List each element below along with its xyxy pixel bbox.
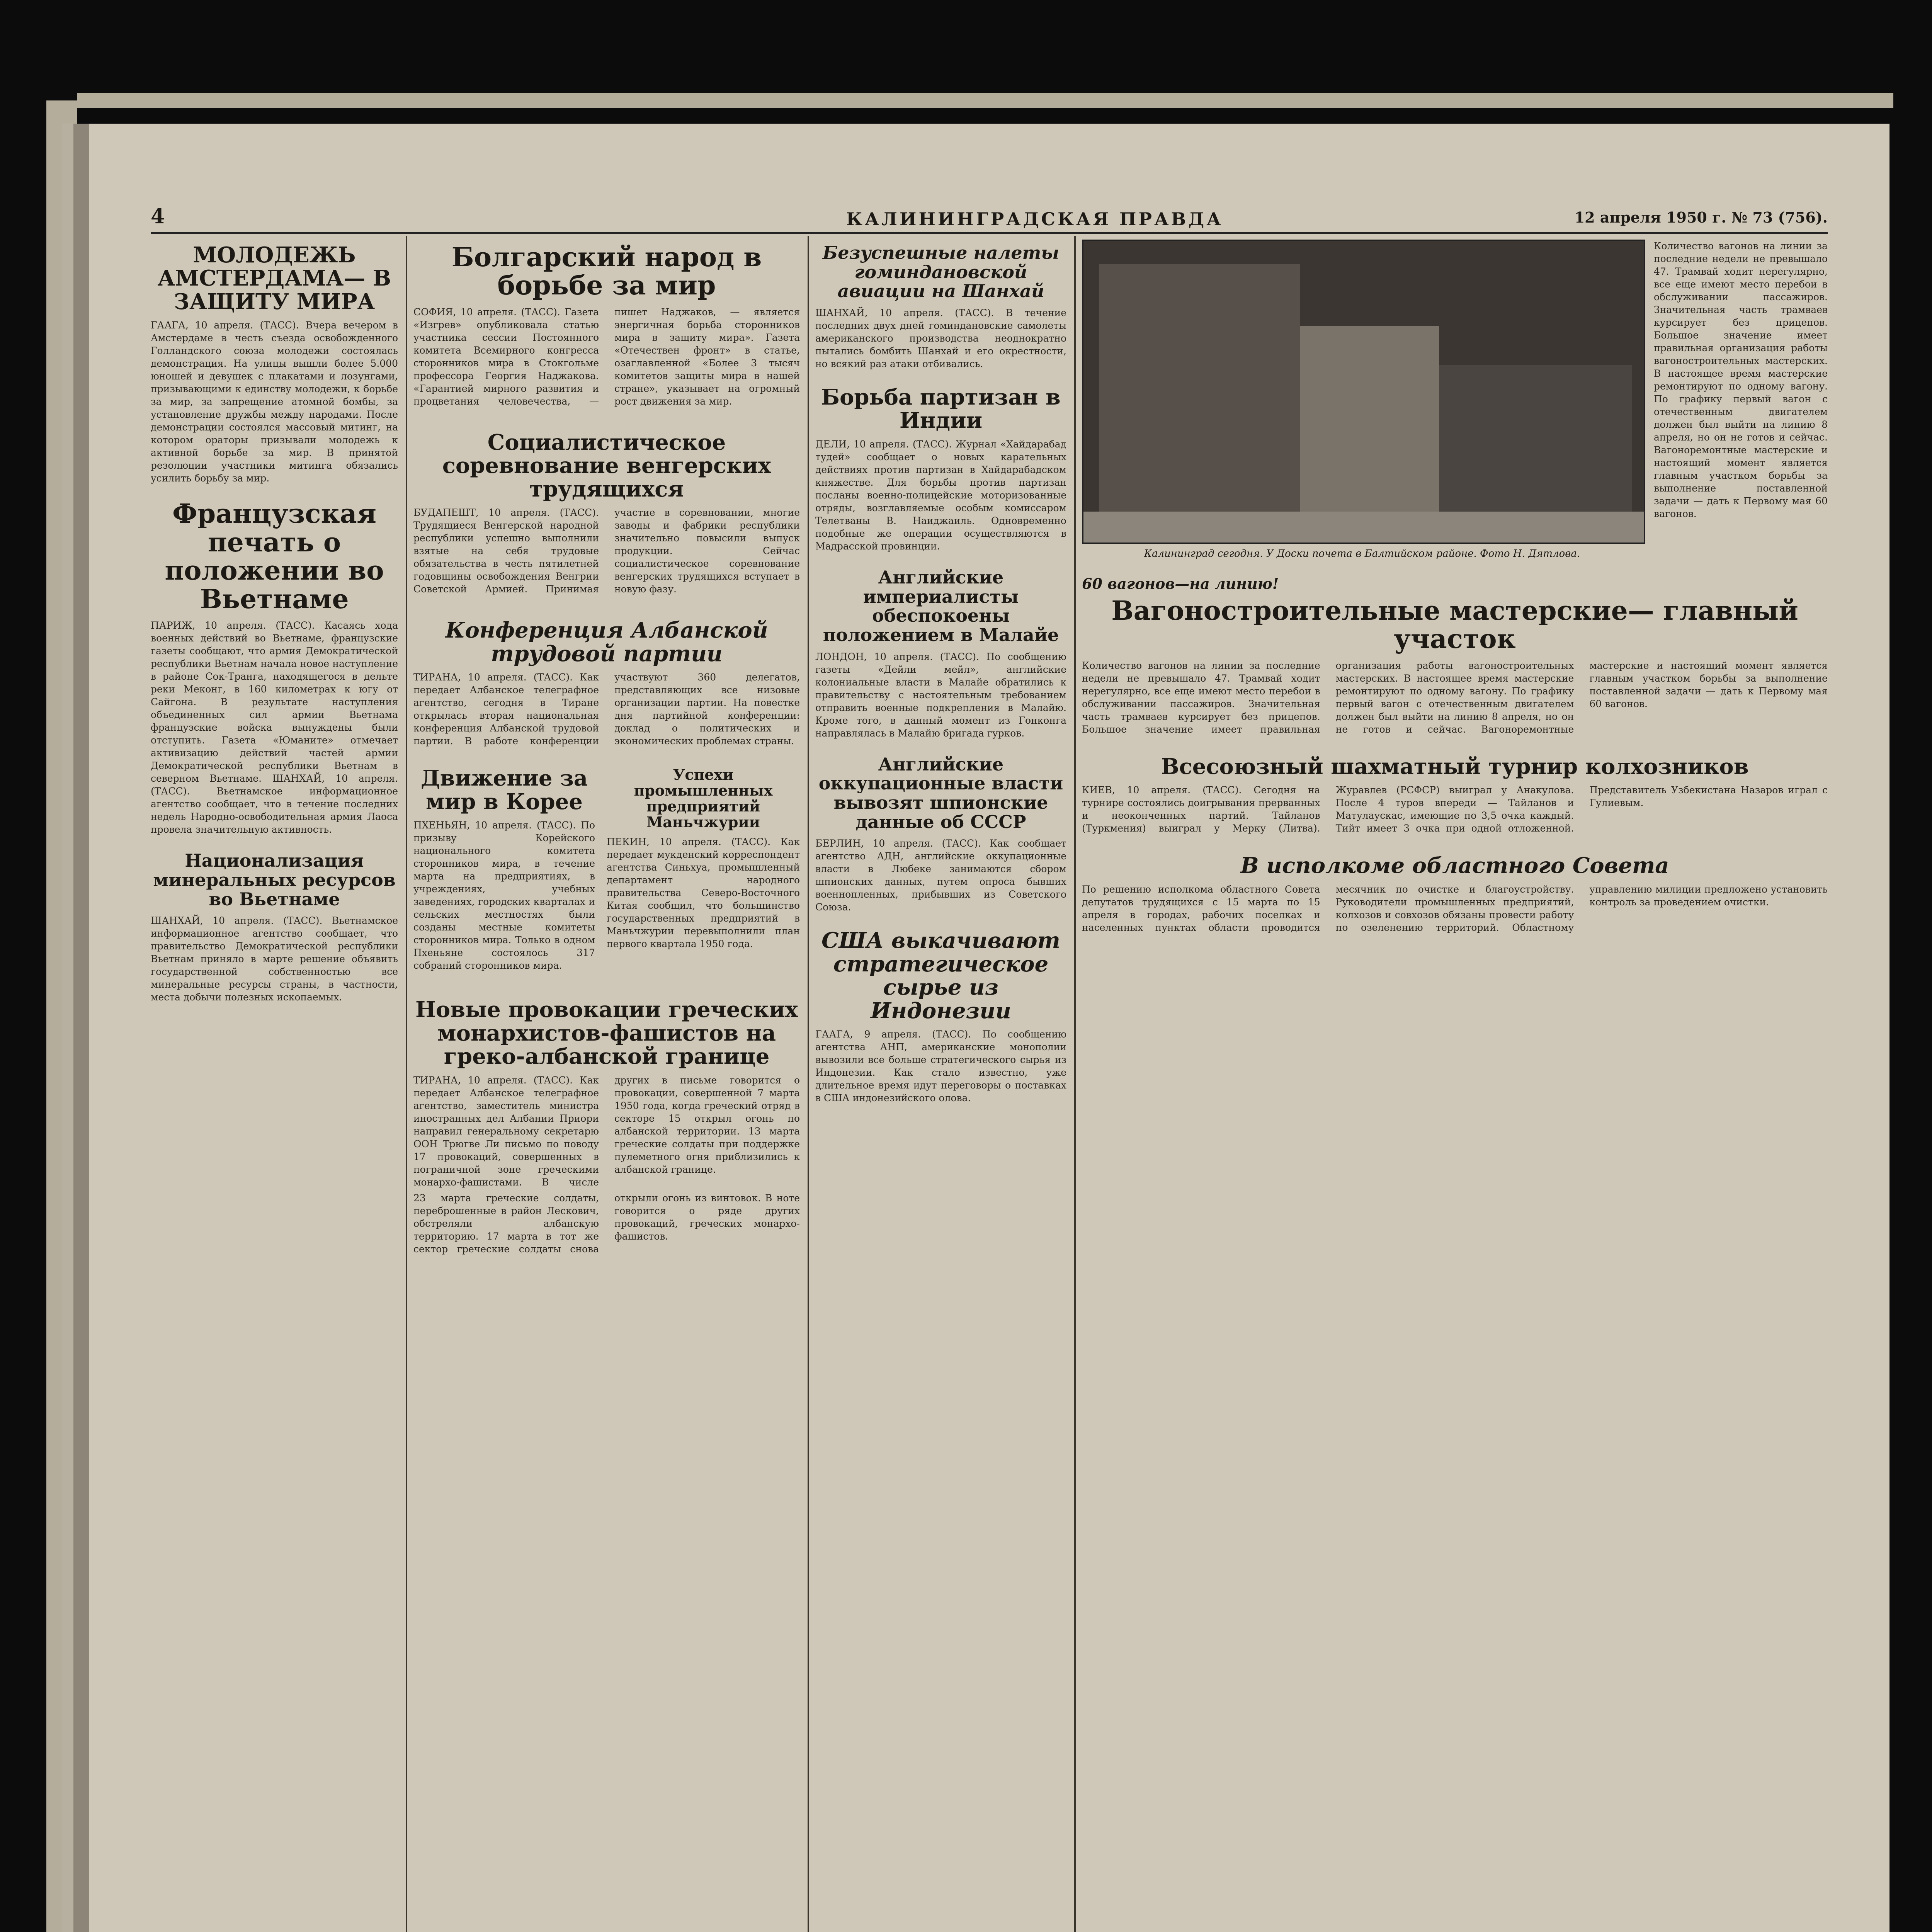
article-text: ПХЕНЬЯН, 10 апреля. (ТАСС). По призыву Корейского национального комитета сторонников мира, в течение марта на предприятиях, в учреждениях, учебных заведениях, городских кварталах и сельских местностях были созданы местные комитеты сторонников мира. Только в одном Пхеньяне состоялось 317 собраний сторонников мира. — [413, 820, 595, 971]
news-photo — [1082, 240, 1645, 544]
headline: Безуспешные налеты гоминдановской авиации на Шанхай — [822, 242, 1060, 302]
page-number: 4 — [151, 205, 165, 228]
article-text: Количество вагонов на линии за последние недели не превышало 47. Трамвай ходит нерегулярно, все еще имеют место перебои в обслуживании пассажиров. Значительная часть трамваев курсирует без прицепов. Большое значение имеет правильная организация работы вагоностроительных мастерских. В настоящее время мастерские ремонтируют по одному вагону. По графику первый вагон с отечественным двигателем должен был выйти на линию 8 апреля, но он не готов и сейчас. Вагоноремонтные мастерские и настоящий момент является главным участком борьбы за выполнение поставленной задачи — дать к Первому мая 60 вагонов. — [1654, 240, 1828, 519]
headline: Английские оккупационные власти вывозят шпионские данные об СССР — [818, 753, 1063, 832]
article-text: ТИРАНА, 10 апреля. (ТАСС). Как передает Албанское телеграфное агентство, заместитель министра иностранных дел Албании Приори направил генеральному секретарю ООН Трюгве Ли письмо по поводу 17 провокаций, совершенных в пограничной зоне греческими монархо-фашистами. В числе других в письме говорится о провокации, совершенной 7 марта 1950 года, когда греческий отряд в секторе 15 открыл огонь по албанской территории. 13 марта греческие солдаты при поддержке пулеметного огня приблизились к албанской границе. — [413, 1074, 800, 1188]
article-text: Количество вагонов на линии за последние недели не превышало 47. Трамвай ходит нерегулярно, все еще имеют место перебои в обслуживании пассажиров. Значительная часть трамваев курсирует без прицепов. Большое значение имеет правильная организация работы вагоностроительных мастерских. В настоящее время мастерские ремонтируют по одному вагону. По графику первый вагон с отечественным двигателем должен был выйти на линию 8 апреля, но он не готов и сейчас. Вагоноремонтные мастерские и настоящий момент является главным участком борьбы за выполнение поставленной задачи — дать к Первому мая 60 вагонов. — [1082, 660, 1828, 735]
column-rule — [808, 236, 809, 1932]
article-text: КИЕВ, 10 апреля. (ТАСС). Сегодня на турнире состоялись доигрывания прерванных и неоконченных партий. Тайланов (Туркмения) выиграл у Мерку (Литва). Журавлев (РСФСР) выиграл у Анакулова. После 4 туров впереди — Тайланов и Матулаускас, имеющие по 3,5 очка каждый. Тийт имеет 3 очка при одной отложенной. Представитель Узбекистана Назаров играл с Гулиевым. — [1082, 784, 1828, 834]
headline: Национализация минеральных ресурсов во Вьетнаме — [153, 850, 396, 910]
headline: Успехи промышленных предприятий Маньчжурии — [634, 766, 773, 831]
article-text: ШАНХАЙ, 10 апреля. (ТАСС). Вьетнамское информационное агентство сообщает, что правительство Демократической республики Вьетнам приняло в марте решение объявить государственной собственностью все минеральные ресурсы страны, в частности, места добычи полезных ископаемых. — [151, 915, 398, 1003]
article-text: ШАНХАЙ, 10 апреля. (ТАСС). В течение последних двух дней гоминдановские самолеты американского производства неоднократно пытались бомбить Шанхай и его окрестности, но всякий раз атаки отбивались. — [815, 307, 1066, 370]
kicker: 60 вагонов—на линию! — [1082, 575, 1279, 592]
column-right — [1082, 240, 1828, 1932]
headline: Социалистическое соревнование венгерских трудящихся — [442, 429, 771, 502]
article-text: ЛОНДОН, 10 апреля. (ТАСС). По сообщению газеты «Дейли мейл», английские колониальные власти в Малайе обратились к правительству с настоятельным требованием отправить военные подкрепления в Малайю. Кроме того, в данный момент из Гонконга направлялась в Малайю бригада гурков. — [815, 651, 1066, 739]
headline: Английские империалисты обеспокоены положением в Малайе — [823, 566, 1059, 645]
paper-stack-edge — [46, 100, 77, 1932]
headline: В исполкоме областного Совета — [1240, 853, 1669, 879]
headline: Новые провокации греческих монархистов-фашистов на греко-албанской границе — [415, 997, 798, 1070]
right-top-text — [1654, 240, 1828, 564]
article-text: ПАРИЖ, 10 апреля. (ТАСС). Касаясь хода военных действий во Вьетнаме, французские газеты сообщают, что армия Демократической республики Вьетнам начала новое наступление в районе Сок-Транга, находящегося в дельте реки Меконг, в 160 километрах к югу от Сайгона. В результате наступления объединенных сил армии Вьетнама французские войска вынуждены были отступить. Газета «Юманите» отмечает активизацию действий частей армии Демократической республики Вьетнам в северном Вьетнаме. ШАНХАЙ, 10 апреля. (ТАСС). Вьетнамское информационное агентство сообщает, что в течение последних недель Народно-освободительная армия Лаоса провела значительную активность. — [151, 620, 398, 835]
headline: Движение за мир в Корее — [420, 765, 588, 815]
column-rule — [406, 236, 407, 1932]
newspaper-page — [89, 124, 1889, 1932]
article-text: БЕРЛИН, 10 апреля. (ТАСС). Как сообщает агентство АДН, английские оккупационные власти в Любеке занимаются сбором шпионских данных, путем опроса бывших военнопленных, прибывших из Советского Союза. — [815, 838, 1066, 913]
page-header — [151, 205, 1828, 234]
column-left — [151, 240, 398, 1932]
headline: Вагоностроительные мастерские— главный участок — [1111, 595, 1798, 655]
issue-date: 12 апреля 1950 г. № 73 (756). — [1574, 209, 1828, 226]
paper-stack-top — [77, 93, 1893, 108]
column-right-center — [815, 240, 1066, 1932]
page-content — [151, 205, 1828, 1932]
headline: Французская печать о положении во Вьетнаме — [165, 498, 384, 615]
article-text: СОФИЯ, 10 апреля. (ТАСС). Газета «Изгрев» опубликовала статью участника сессии Постоянного комитета Всемирного конгресса сторонников мира в Стокгольме профессора Георгия Наджакова. «Гарантией мирного развития и процветания человечества, — пишет Наджаков, — является энергичная борьба сторонников мира в защиту мира». Газета «Отечествен фронт» в статье, озаглавленной «Более 3 тысяч комитетов защиты мира в нашей стране», указывает на огромный рост движения за мир. — [413, 306, 800, 407]
article-text: БУДАПЕШТ, 10 апреля. (ТАСС). Трудящиеся Венгерской народной республики успешно выполнили взятые на себя трудовые обязательства в честь пятилетней годовщины освобождения Венгрии Советской Армией. Принимая участие в соревновании, многие заводы и фабрики республики значительно повысили выпуск продукции. Сейчас социалистическое соревнование венгерских трудящихся вступает в новую фазу. — [413, 507, 800, 595]
article-text: ДЕЛИ, 10 апреля. (ТАСС). Журнал «Хайдарабад тудей» сообщает о новых карательных действиях против партизан в Хайдарабадском княжестве. Для борьбы против партизан посланы военно-полицейские моторизованные отряды, возглавляемые особым комиссаром Телетваны В. Наиджаиль. Одновременно подобные же операции осуществляются в Мадрасской провинции. — [815, 438, 1066, 552]
wagon-article — [1082, 572, 1828, 1229]
article-text: ГААГА, 10 апреля. (ТАСС). Вчера вечером в Амстердаме в честь съезда освобожденного Голландского союза молодежи состоялась демонстрация. На улицы вышли более 5.000 юношей и девушек с плакатами и лозунгами, призывающими к единству молодежи, к борьбе за мир, за запрещение атомной бомбы, за установление дружбы между народами. После демонстрации состоялся массовый митинг, на котором ораторы призывали молодежь к активной борьбе за мир. В принятой резолюции участники митинга обязались усилить борьбу за мир. — [151, 320, 398, 484]
headline: США выкачивают стратегическое сырье из Индонезии — [821, 928, 1060, 1024]
ground-shape — [1083, 512, 1644, 543]
article-text: ТИРАНА, 10 апреля. (ТАСС). Как передает Албанское телеграфное агентство, сегодня в Тиране открылась вторая национальная конференция Албанской трудовой партии. В работе конференции участвуют 360 делегатов, представляющих все низовые организации партии. На повестке дня партийной конференции: доклад о политических и экономических проблемах страны. — [413, 672, 800, 747]
article-text: 23 марта греческие солдаты, переброшенные в район Лескович, обстреляли албанскую территорию. 17 марта в тот же сектор греческие солдаты снова открыли огонь из винтовок. В ноте говорится о ряде других провокаций, греческих монархо-фашистов. — [413, 1192, 800, 1255]
building-shape — [1300, 326, 1439, 535]
column-center — [413, 240, 800, 1932]
photo-caption: Калининград сегодня. У Доски почета в Балтийском районе. Фото Н. Дятлова. — [1144, 548, 1580, 560]
headline: Всесоюзный шахматный турнир колхозников — [1161, 753, 1749, 779]
article-text: ГААГА, 9 апреля. (ТАСС). По сообщению агентства АНП, американские монополии вывозили все больше стратегического сырья из Индонезии. Как стало известно, уже длительное время идут переговоры о поставках в США индонезийского олова. — [815, 1029, 1066, 1104]
headline: Конференция Албанской трудовой партии — [445, 617, 768, 667]
article-text: По решению исполкома областного Совета депутатов трудящихся с 15 марта по 15 апреля в городах, рабочих поселках и населенных пунктах области проводится месячник по очистке и благоустройству. Руководители промышленных предприятий, колхозов и совхозов обязаны провести работу по озеленению территорий. Областному управлению милиции предложено установить контроль за проведением очистки. — [1082, 883, 1828, 933]
headline: Борьба партизан в Индии — [821, 384, 1061, 434]
building-shape — [1099, 264, 1300, 535]
article-text: ПЕКИН, 10 апреля. (ТАСС). Как передает мукденский корреспондент агентства Синьхуа, промышленный департамент народного правительства Северо-Восточного Китая сообщил, что большинство государственных предприятий в Маньчжурии перевыполнили план первого квартала 1950 года. — [607, 836, 800, 950]
paper-title: КАЛИНИНГРАДСКАЯ ПРАВДА — [846, 209, 1223, 230]
headline: МОЛОДЕЖЬ АМСТЕРДАМА— В ЗАЩИТУ МИРА — [157, 242, 391, 315]
headline: Болгарский народ в борьбе за мир — [451, 242, 762, 301]
building-shape — [1439, 365, 1632, 535]
column-rule — [1074, 236, 1076, 1932]
